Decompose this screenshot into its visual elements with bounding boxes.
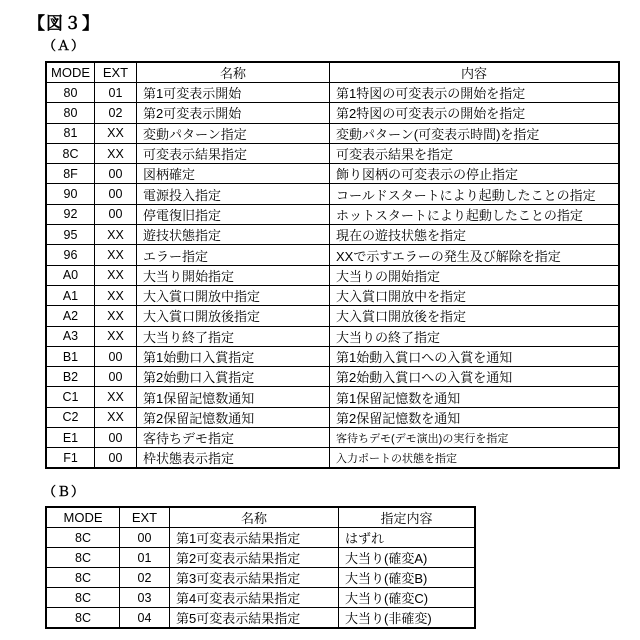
table-row	[46, 184, 619, 204]
desc-cell: 可変表示結果を指定	[330, 143, 620, 163]
table-row	[46, 428, 619, 448]
table-row	[46, 568, 475, 588]
name-cell: 第1可変表示結果指定	[170, 528, 339, 548]
ext-cell: 00	[95, 428, 137, 448]
ext-cell: 00	[95, 346, 137, 366]
table-row	[46, 528, 475, 548]
name-cell: エラー指定	[137, 245, 330, 265]
name-cell: 客待ちデモ指定	[137, 428, 330, 448]
desc-cell: 第2特図の可変表示の開始を指定	[330, 103, 620, 123]
desc-cell: 大当りの開始指定	[330, 265, 620, 285]
desc-cell: 現在の遊技状態を指定	[330, 225, 620, 245]
mode-cell: 92	[46, 204, 95, 224]
mode-cell: A2	[46, 306, 95, 326]
mode-cell: A0	[46, 265, 95, 285]
desc-cell: 変動パターン(可変表示時間)を指定	[330, 123, 620, 143]
mode-cell: 8C	[46, 568, 120, 588]
column-header: 内容	[330, 62, 620, 83]
mode-cell: 80	[46, 103, 95, 123]
desc-cell: ホットスタートにより起動したことの指定	[330, 204, 620, 224]
desc-cell: 第1特図の可変表示の開始を指定	[330, 83, 620, 103]
table-row	[46, 588, 475, 608]
ext-cell: 04	[120, 608, 170, 629]
column-header: 名称	[137, 62, 330, 83]
section-a-label: （Ａ）	[43, 38, 86, 53]
desc-cell: 入力ポートの状態を指定	[330, 448, 620, 469]
ext-cell: 00	[95, 204, 137, 224]
name-cell: 第3可変表示結果指定	[170, 568, 339, 588]
table-row	[46, 285, 619, 305]
table-row	[46, 608, 475, 629]
table-row	[46, 225, 619, 245]
ext-cell: XX	[95, 143, 137, 163]
ext-cell: 02	[120, 568, 170, 588]
header-row	[46, 507, 475, 528]
command-table-a	[45, 61, 620, 469]
desc-cell: コールドスタートにより起動したことの指定	[330, 184, 620, 204]
name-cell: 第1始動口入賞指定	[137, 346, 330, 366]
ext-cell: 00	[95, 164, 137, 184]
table-row	[46, 265, 619, 285]
name-cell: 第2可変表示結果指定	[170, 548, 339, 568]
mode-cell: 80	[46, 83, 95, 103]
ext-cell: 01	[120, 548, 170, 568]
desc-cell: 大当り(確変C)	[339, 588, 476, 608]
ext-cell: XX	[95, 387, 137, 407]
mode-cell: 96	[46, 245, 95, 265]
desc-cell: 客待ちデモ(デモ演出)の実行を指定	[330, 428, 620, 448]
name-cell: 大当り終了指定	[137, 326, 330, 346]
table-row	[46, 346, 619, 366]
desc-cell: 第2始動入賞口への入賞を通知	[330, 367, 620, 387]
table-row	[46, 387, 619, 407]
mode-cell: 8C	[46, 588, 120, 608]
mode-cell: 81	[46, 123, 95, 143]
command-table-b	[45, 506, 476, 629]
name-cell: 枠状態表示指定	[137, 448, 330, 469]
name-cell: 図柄確定	[137, 164, 330, 184]
figure-title: 【図３】	[28, 14, 100, 33]
column-header: 指定内容	[339, 507, 476, 528]
mode-cell: C1	[46, 387, 95, 407]
name-cell: 大入賞口開放中指定	[137, 285, 330, 305]
name-cell: 第5可変表示結果指定	[170, 608, 339, 629]
column-header: EXT	[95, 62, 137, 83]
desc-cell: 大当り(確変B)	[339, 568, 476, 588]
ext-cell: XX	[95, 245, 137, 265]
desc-cell: 第2保留記憶数を通知	[330, 407, 620, 427]
desc-cell: 大当り(非確変)	[339, 608, 476, 629]
desc-cell: はずれ	[339, 528, 476, 548]
desc-cell: 大入賞口開放後を指定	[330, 306, 620, 326]
ext-cell: XX	[95, 265, 137, 285]
mode-cell: 95	[46, 225, 95, 245]
ext-cell: XX	[95, 225, 137, 245]
name-cell: 遊技状態指定	[137, 225, 330, 245]
mode-cell: E1	[46, 428, 95, 448]
header-row	[46, 62, 619, 83]
mode-cell: B2	[46, 367, 95, 387]
ext-cell: XX	[95, 407, 137, 427]
mode-cell: F1	[46, 448, 95, 469]
column-header: EXT	[120, 507, 170, 528]
mode-cell: 8F	[46, 164, 95, 184]
table-row	[46, 448, 619, 469]
table-row	[46, 367, 619, 387]
desc-cell: 大当り(確変A)	[339, 548, 476, 568]
name-cell: 第1保留記憶数通知	[137, 387, 330, 407]
table-row	[46, 548, 475, 568]
name-cell: 第1可変表示開始	[137, 83, 330, 103]
ext-cell: 00	[95, 184, 137, 204]
mode-cell: 8C	[46, 528, 120, 548]
name-cell: 可変表示結果指定	[137, 143, 330, 163]
mode-cell: A1	[46, 285, 95, 305]
table-row	[46, 103, 619, 123]
desc-cell: 大当りの終了指定	[330, 326, 620, 346]
name-cell: 第2可変表示開始	[137, 103, 330, 123]
table-row	[46, 123, 619, 143]
section-b-label: （Ｂ）	[43, 484, 86, 499]
mode-cell: 8C	[46, 143, 95, 163]
name-cell: 第2保留記憶数通知	[137, 407, 330, 427]
name-cell: 停電復旧指定	[137, 204, 330, 224]
name-cell: 電源投入指定	[137, 184, 330, 204]
mode-cell: 8C	[46, 548, 120, 568]
table-row	[46, 204, 619, 224]
table-row	[46, 407, 619, 427]
ext-cell: 03	[120, 588, 170, 608]
column-header: MODE	[46, 507, 120, 528]
desc-cell: 飾り図柄の可変表示の停止指定	[330, 164, 620, 184]
ext-cell: 02	[95, 103, 137, 123]
name-cell: 第4可変表示結果指定	[170, 588, 339, 608]
ext-cell: XX	[95, 123, 137, 143]
column-header: MODE	[46, 62, 95, 83]
mode-cell: 8C	[46, 608, 120, 629]
column-header: 名称	[170, 507, 339, 528]
desc-cell: 第1保留記憶数を通知	[330, 387, 620, 407]
table-row	[46, 143, 619, 163]
mode-cell: C2	[46, 407, 95, 427]
ext-cell: 00	[95, 448, 137, 469]
ext-cell: 00	[95, 367, 137, 387]
ext-cell: XX	[95, 285, 137, 305]
name-cell: 大当り開始指定	[137, 265, 330, 285]
mode-cell: 90	[46, 184, 95, 204]
table-row	[46, 245, 619, 265]
ext-cell: 00	[120, 528, 170, 548]
table-row	[46, 326, 619, 346]
mode-cell: B1	[46, 346, 95, 366]
desc-cell: 第1始動入賞口への入賞を通知	[330, 346, 620, 366]
ext-cell: XX	[95, 306, 137, 326]
name-cell: 第2始動口入賞指定	[137, 367, 330, 387]
desc-cell: 大入賞口開放中を指定	[330, 285, 620, 305]
ext-cell: XX	[95, 326, 137, 346]
table-row	[46, 164, 619, 184]
name-cell: 変動パターン指定	[137, 123, 330, 143]
ext-cell: 01	[95, 83, 137, 103]
mode-cell: A3	[46, 326, 95, 346]
name-cell: 大入賞口開放後指定	[137, 306, 330, 326]
desc-cell: XXで示すエラーの発生及び解除を指定	[330, 245, 620, 265]
table-row	[46, 83, 619, 103]
table-row	[46, 306, 619, 326]
